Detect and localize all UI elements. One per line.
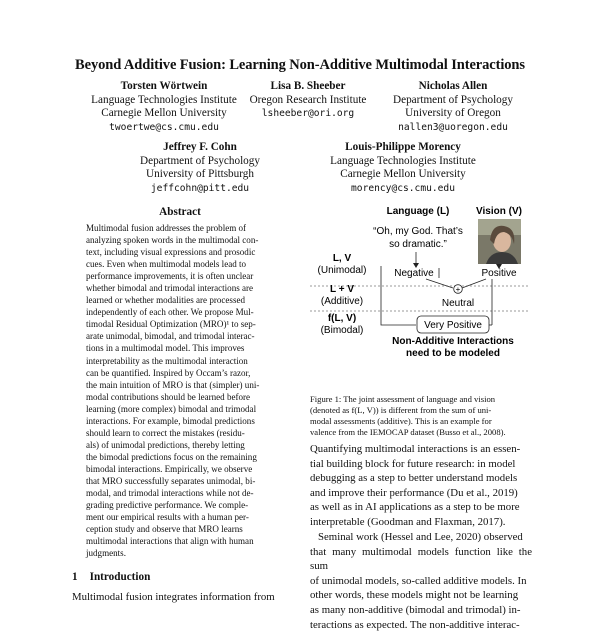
body-line: that many multimodal models function like the sum [310, 545, 532, 573]
line-to-sum [462, 279, 486, 288]
body-line: interpretable (Goodman and Flaxman, 2017). [310, 515, 506, 528]
author-block [305, 141, 501, 195]
caption-line: (denoted as f(L, V)) is different from the sum of uni- [310, 405, 492, 416]
author-affiliation: Department of Psychology [140, 154, 260, 167]
author-email[interactable]: morency@cs.cmu.edu [351, 182, 455, 194]
row-label-unimodal: L, V [332, 253, 352, 264]
abstract-line: bimodal interactions. Empirically, we observe [86, 463, 253, 474]
author-affiliation: Carnegie Mellon University [340, 168, 466, 181]
row-label-bimodal: f(L, V) [327, 313, 357, 324]
body-line: debugging as a step to better understand models [310, 472, 518, 485]
figure-1 [306, 200, 534, 388]
speaker-photo [478, 219, 521, 264]
body-line: of unimodal models, so-called additive models. In [310, 574, 527, 587]
abstract-line: that MRO successfully separates unimodal, bi- [86, 475, 256, 486]
row-label-additive: L + V [330, 284, 354, 295]
author-name: Louis-Philippe Morency [345, 141, 461, 153]
quote-line: so dramatic.” [389, 239, 447, 250]
body-paragraph [310, 442, 532, 530]
row-label-additive-sub: (Additive) [320, 296, 364, 307]
body-text-left: Multimodal fusion integrates information from [72, 591, 275, 603]
abstract-line: modal, and trimodal interactions while not de- [86, 488, 254, 499]
author-affiliation: Oregon Research Institute [249, 93, 367, 106]
abstract-line: multimodal interactions that align with human [86, 536, 254, 547]
abstract-line: learning (more complex) bimodal and trimodal [86, 403, 257, 414]
author-email[interactable]: twoertwe@cs.cmu.edu [109, 121, 219, 133]
paper-title: Beyond Additive Fusion: Learning Non-Additive Multimodal Interactions [75, 57, 525, 73]
author-affiliation: University of Oregon [405, 107, 501, 120]
abstract-line: whether bimodal and trimodal interactions are [86, 283, 254, 294]
body-line: tial building block for future research: in model [310, 457, 516, 470]
quote-line: “Oh, my God. That’s [373, 226, 463, 237]
author-affiliation: Department of Psychology [393, 93, 513, 106]
language-label: Language (L) [386, 206, 450, 217]
abstract-line: arate unimodal, bimodal, and trimodal interac- [86, 331, 255, 342]
caption-line: Figure 1: The joint assessment of language and vision [310, 394, 496, 404]
neutral-label: Neutral [441, 298, 475, 309]
abstract-line: ception study and observe that MRO learns [86, 524, 243, 535]
author-block [228, 80, 388, 121]
section-title: Introduction [89, 571, 151, 583]
abstract-text [86, 222, 276, 559]
figure-caption [310, 394, 532, 438]
caption-line: valence from the IEMOCAP dataset (Busso et al., 2008). [310, 427, 506, 438]
author-block [110, 141, 290, 195]
author-email[interactable]: jeffcohn@pitt.edu [150, 182, 250, 194]
author-email[interactable]: lsheeber@ori.org [261, 108, 355, 120]
non-additive-note: Non-Additive Interactions [392, 336, 514, 347]
body-line: as well as in AI applications as a step to be more [310, 501, 520, 514]
author-name: Nicholas Allen [418, 80, 488, 92]
row-label-unimodal-sub: (Unimodal) [317, 265, 367, 276]
abstract-line: interpretability as the multimodal interaction [86, 355, 248, 366]
author-affiliation: University of Pittsburgh [146, 168, 254, 181]
abstract-line: cues. Even when multimodal models lead to [86, 259, 247, 270]
abstract-line: learned or whether modalities are processed [86, 295, 246, 306]
body-line: Seminal work (Hessel and Lee, 2020) observed [318, 531, 523, 543]
abstract-line: grading predictive performance. We comple- [86, 500, 249, 511]
abstract-line: text, including visual expressions and prosodic [86, 247, 256, 258]
abstract-line: modal contributions should be learned before [86, 391, 251, 402]
row-label-bimodal-sub: (Bimodal) [320, 325, 364, 336]
author-affiliation: Language Technologies Institute [91, 93, 237, 106]
body-paragraph [310, 530, 532, 632]
author-name: Torsten Wörtwein [120, 80, 208, 92]
body-line: teractions as expected. The non-additive interac- [310, 618, 520, 631]
abstract-line: judgments. [86, 548, 126, 559]
section-heading [72, 571, 150, 583]
abstract-line: tions in a multimodal model. This improves [86, 343, 245, 354]
non-additive-note: need to be modeled [406, 348, 500, 359]
plus-sign: + [455, 285, 461, 295]
body-line: Quantifying multimodal interactions is an essen- [310, 443, 521, 455]
body-line: and improve their performance (Du et al., 2019) [310, 486, 518, 499]
author-affiliation: Carnegie Mellon University [101, 107, 227, 120]
author-block [368, 80, 538, 134]
author-name: Jeffrey F. Cohn [163, 141, 237, 153]
abstract-line: analyzing spoken words in the multimodal con- [86, 235, 259, 246]
very-positive-label: Very Positive [424, 320, 482, 331]
abstract-line: performance improvements, it is often unclear [86, 271, 254, 282]
line-to-sum [426, 279, 453, 288]
abstract-line: the bimodal predictions focus on the remaining [86, 451, 257, 462]
vision-label: Vision (V) [476, 206, 522, 217]
abstract-line: timodal Residual Optimization (MRO)¹ to sep- [86, 319, 256, 330]
abstract-line: ment our empirical results with a human per- [86, 512, 249, 523]
abstract-line: should learn to correct the mistakes (residu- [86, 427, 245, 438]
abstract-line: interactions. For example, bimodal predictions [86, 415, 255, 426]
author-name: Lisa B. Sheeber [270, 80, 346, 92]
author-affiliation: Language Technologies Institute [330, 154, 476, 167]
abstract-line: can be quantified. Inspired by Occam’s razor, [86, 367, 251, 378]
abstract-line: Multimodal fusion addresses the problem of [86, 223, 247, 233]
positive-label: Positive [481, 268, 517, 279]
abstract-heading: Abstract [159, 206, 201, 218]
abstract-line: als) of unimodal predictions, thereby letting [86, 439, 245, 450]
author-email[interactable]: nallen3@uoregon.edu [398, 121, 508, 133]
body-line: as many non-additive (bimodal and trimodal) in- [310, 603, 521, 616]
abstract-line: the main intuition of MRO is that (simpler) uni- [86, 379, 260, 390]
section-number: 1 [72, 571, 78, 583]
abstract-line: independently of each other. We propose Mul- [86, 307, 254, 318]
body-line: other words, these models might not be learning [310, 589, 519, 602]
negative-label: Negative [394, 268, 434, 279]
caption-line: modal assessments (additive). This is an example for [310, 416, 492, 427]
